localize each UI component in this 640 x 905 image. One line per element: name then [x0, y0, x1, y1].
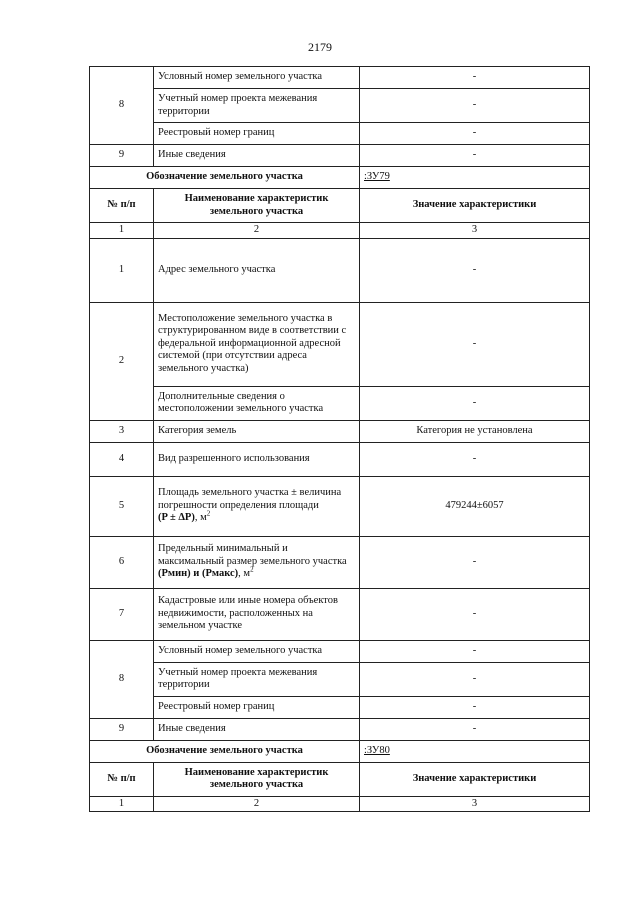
- designation-label: Обозначение земельного участка: [90, 740, 360, 762]
- row-value: -: [360, 588, 590, 640]
- row-label: Иные сведения: [154, 718, 360, 740]
- header-name: Наименование характеристик земельного участка: [154, 189, 360, 223]
- row-label: Адрес земельного участка: [154, 238, 360, 302]
- row-value: -: [360, 386, 590, 420]
- unit-superscript: 2: [206, 509, 211, 518]
- table-row: [90, 718, 590, 740]
- table-row: [90, 238, 590, 302]
- table-row: [90, 662, 590, 696]
- row-number: 7: [90, 588, 154, 640]
- row-label: Дополнительные сведения о местоположении земельного участка: [154, 386, 360, 420]
- designation-label: Обозначение земельного участка: [90, 167, 360, 189]
- row-value: -: [360, 718, 590, 740]
- row-label: Реестровый номер границ: [154, 696, 360, 718]
- designation-value: :ЗУ79: [360, 167, 590, 189]
- designation-row: [90, 740, 590, 762]
- row-number: 5: [90, 476, 154, 536]
- table-row: [90, 386, 590, 420]
- row-number: 8: [90, 67, 154, 145]
- row-value: Категория не установлена: [360, 420, 590, 442]
- row-number: 6: [90, 536, 154, 588]
- column-number: 1: [90, 223, 154, 239]
- row-value: -: [360, 89, 590, 123]
- row-label: Категория земель: [154, 420, 360, 442]
- header-number: № п/п: [90, 189, 154, 223]
- row-value: -: [360, 67, 590, 89]
- table-row: [90, 145, 590, 167]
- row-number: 9: [90, 145, 154, 167]
- table-row: [90, 476, 590, 536]
- column-number-row: [90, 796, 590, 812]
- designation-value: :ЗУ80: [360, 740, 590, 762]
- row-value: -: [360, 238, 590, 302]
- column-number: 1: [90, 796, 154, 812]
- land-plots-table: [89, 66, 590, 812]
- row-value: -: [360, 442, 590, 476]
- header-row: [90, 762, 590, 796]
- table-row: [90, 588, 590, 640]
- table-row: [90, 442, 590, 476]
- row-label: [154, 476, 360, 536]
- table-row: [90, 696, 590, 718]
- row-label: Условный номер земельного участка: [154, 67, 360, 89]
- table-row: [90, 67, 590, 89]
- row-number: 1: [90, 238, 154, 302]
- row-value: -: [360, 302, 590, 386]
- row-label: Учетный номер проекта межевания территории: [154, 89, 360, 123]
- column-number: 3: [360, 223, 590, 239]
- header-value: Значение характеристики: [360, 189, 590, 223]
- size-unit: , м: [238, 568, 251, 580]
- row-label: Местоположение земельного участка в структурированном виде в соответствии с федеральной информационной адресной системой (при отсутствии адреса земельного участка): [154, 302, 360, 386]
- designation-row: [90, 167, 590, 189]
- row-label: Вид разрешенного использования: [154, 442, 360, 476]
- row-label: Иные сведения: [154, 145, 360, 167]
- row-label: Реестровый номер границ: [154, 123, 360, 145]
- table-row: [90, 302, 590, 386]
- row-label: Учетный номер проекта межевания территории: [154, 662, 360, 696]
- header-value: Значение характеристики: [360, 762, 590, 796]
- area-unit: , м: [194, 512, 207, 524]
- row-number: 4: [90, 442, 154, 476]
- unit-superscript: 2: [250, 565, 254, 574]
- column-number: 2: [154, 796, 360, 812]
- header-name: Наименование характеристик земельного участка: [154, 762, 360, 796]
- row-label: Кадастровые или иные номера объектов недвижимости, расположенных на земельном участке: [154, 588, 360, 640]
- table-row: [90, 420, 590, 442]
- row-number: 8: [90, 640, 154, 718]
- row-value: -: [360, 696, 590, 718]
- row-label: Условный номер земельного участка: [154, 640, 360, 662]
- table-row: [90, 536, 590, 588]
- row-value: -: [360, 536, 590, 588]
- row-label: [154, 536, 360, 588]
- size-formula: (Рмин) и (Рмакс): [158, 568, 239, 580]
- row-value: 479244±6057: [360, 476, 590, 536]
- table-row: [90, 89, 590, 123]
- header-row: [90, 189, 590, 223]
- row-value: -: [360, 145, 590, 167]
- row-number: 2: [90, 302, 154, 420]
- column-number: 2: [154, 223, 360, 239]
- row-number: 9: [90, 718, 154, 740]
- row-value: -: [360, 640, 590, 662]
- column-number-row: [90, 223, 590, 239]
- area-label-text: Площадь земельного участка ± величина погрешности определения площади: [158, 487, 342, 511]
- row-value: -: [360, 123, 590, 145]
- header-number: № п/п: [90, 762, 154, 796]
- row-number: 3: [90, 420, 154, 442]
- row-value: -: [360, 662, 590, 696]
- area-formula: (P ± ΔP): [158, 512, 195, 524]
- size-label-text: Предельный минимальный и максимальный размер земельного участка: [158, 543, 347, 567]
- table-row: [90, 123, 590, 145]
- table-row: [90, 640, 590, 662]
- page-number: 2179: [308, 40, 332, 54]
- column-number: 3: [360, 796, 590, 812]
